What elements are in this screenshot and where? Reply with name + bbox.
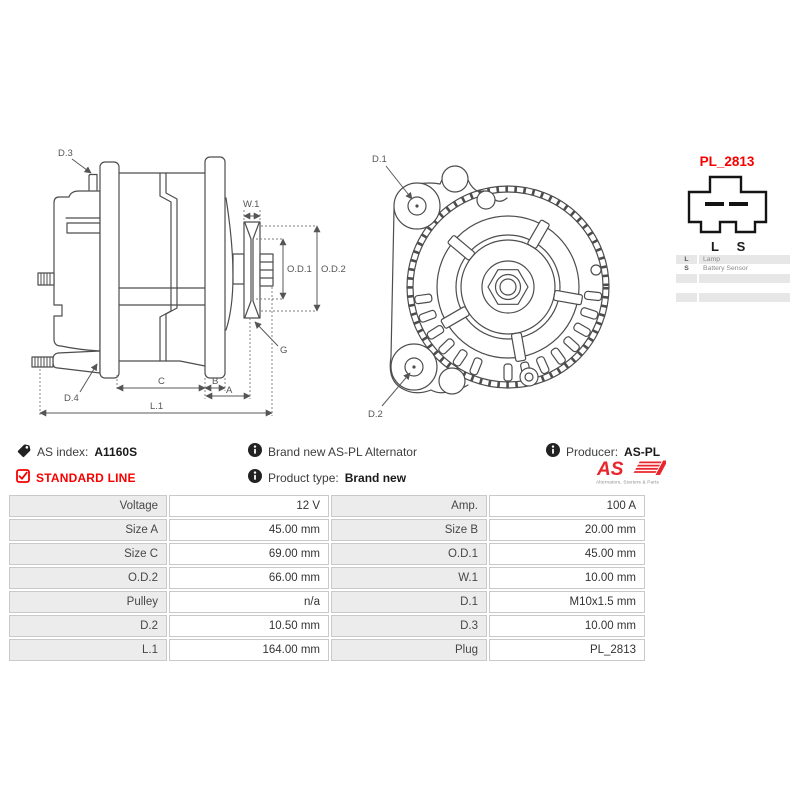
plug-outline	[689, 177, 766, 232]
front-view-drawing	[368, 154, 609, 420]
spec-value: 69.00 mm	[169, 543, 329, 565]
side-view-drawing	[32, 148, 346, 416]
plug-pin-legend	[676, 255, 790, 302]
label-d3: D.3	[58, 148, 73, 159]
legend-pin-id: S	[684, 265, 689, 273]
spec-value: 10.00 mm	[489, 615, 645, 637]
spec-value: PL_2813	[489, 639, 645, 661]
standard-line-badge: STANDARD LINE	[36, 470, 136, 485]
legend-row	[676, 255, 790, 264]
product-type-label: Product type:	[268, 470, 339, 485]
spec-label: Size C	[9, 543, 167, 565]
as-index-label: AS index:	[37, 445, 89, 459]
legend-row-empty	[676, 283, 790, 292]
label-d1: D.1	[372, 154, 387, 165]
label-w1: W.1	[243, 199, 260, 210]
legend-pin-desc: Lamp	[699, 255, 790, 264]
spec-label: O.D.2	[9, 567, 167, 589]
spec-label: D.2	[9, 615, 167, 637]
table-row	[9, 567, 645, 589]
spec-label: Size B	[331, 519, 487, 541]
spec-value: 45.00 mm	[489, 543, 645, 565]
spec-label: D.3	[331, 615, 487, 637]
as-index-item	[16, 443, 137, 461]
plug-pin-l-label: L	[711, 239, 719, 254]
legend-row	[676, 264, 790, 273]
table-row	[9, 519, 645, 541]
spec-value: 10.00 mm	[489, 567, 645, 589]
label-b: B	[212, 376, 219, 387]
label-od1: O.D.1	[287, 264, 312, 275]
producer-item	[546, 443, 660, 460]
producer-value: AS-PL	[624, 444, 661, 459]
checkbox-checked-icon	[16, 469, 30, 486]
legend-row-empty	[676, 274, 790, 283]
specs-table	[7, 493, 647, 663]
info-icon	[248, 443, 262, 460]
plug-terminal-right	[729, 202, 748, 206]
label-g: G	[280, 345, 288, 356]
brand-new-text: Brand new AS-PL Alternator	[268, 444, 417, 459]
connector-drawing	[689, 154, 766, 254]
label-od2: O.D.2	[321, 264, 346, 275]
info-icon	[248, 469, 262, 486]
legend-pin-id: L	[676, 255, 697, 264]
label-a: A	[226, 385, 233, 396]
spec-value: 66.00 mm	[169, 567, 329, 589]
spec-value: 10.50 mm	[169, 615, 329, 637]
product-type-item	[248, 469, 406, 486]
spec-value: 12 V	[169, 495, 329, 517]
as-pl-logo	[596, 459, 666, 489]
spec-label: O.D.1	[331, 543, 487, 565]
logo-tagline: Alternators, Starters & Parts	[596, 479, 659, 485]
spec-label: D.1	[331, 591, 487, 613]
legend-pin-desc: Battery Sensor	[703, 265, 748, 273]
spec-label: W.1	[331, 567, 487, 589]
spec-value: 20.00 mm	[489, 519, 645, 541]
spec-label: L.1	[9, 639, 167, 661]
legend-row-empty	[676, 293, 790, 302]
spec-label: Amp.	[331, 495, 487, 517]
label-l1: L.1	[150, 401, 164, 412]
logo-text: AS	[597, 459, 624, 480]
spec-label: Plug	[331, 639, 487, 661]
spec-value: 100 A	[489, 495, 645, 517]
as-index-value: A1160S	[94, 445, 138, 459]
spec-value: n/a	[169, 591, 329, 613]
spec-label: Voltage	[9, 495, 167, 517]
brand-new-item	[248, 443, 417, 460]
spec-label: Size A	[9, 519, 167, 541]
plug-pin-s-label: S	[736, 239, 746, 254]
table-row	[9, 495, 645, 517]
table-row	[9, 543, 645, 565]
info-icon	[546, 443, 560, 460]
standard-line-item	[16, 469, 136, 486]
spec-value: 164.00 mm	[169, 639, 329, 661]
plug-code-title: PL_2813	[699, 154, 755, 169]
table-row	[9, 591, 645, 613]
table-row	[9, 639, 645, 661]
tag-icon	[16, 443, 31, 461]
product-info-bar	[0, 438, 800, 490]
spec-value: 45.00 mm	[169, 519, 329, 541]
label-d4: D.4	[64, 393, 79, 404]
label-d2: D.2	[368, 409, 383, 420]
label-c: C	[158, 376, 165, 387]
product-type-value: Brand new	[344, 470, 407, 485]
producer-label: Producer:	[566, 444, 619, 459]
spec-value: M10x1.5 mm	[489, 591, 645, 613]
spec-label: Pulley	[9, 591, 167, 613]
table-row	[9, 615, 645, 637]
plug-terminal-left	[705, 202, 724, 206]
